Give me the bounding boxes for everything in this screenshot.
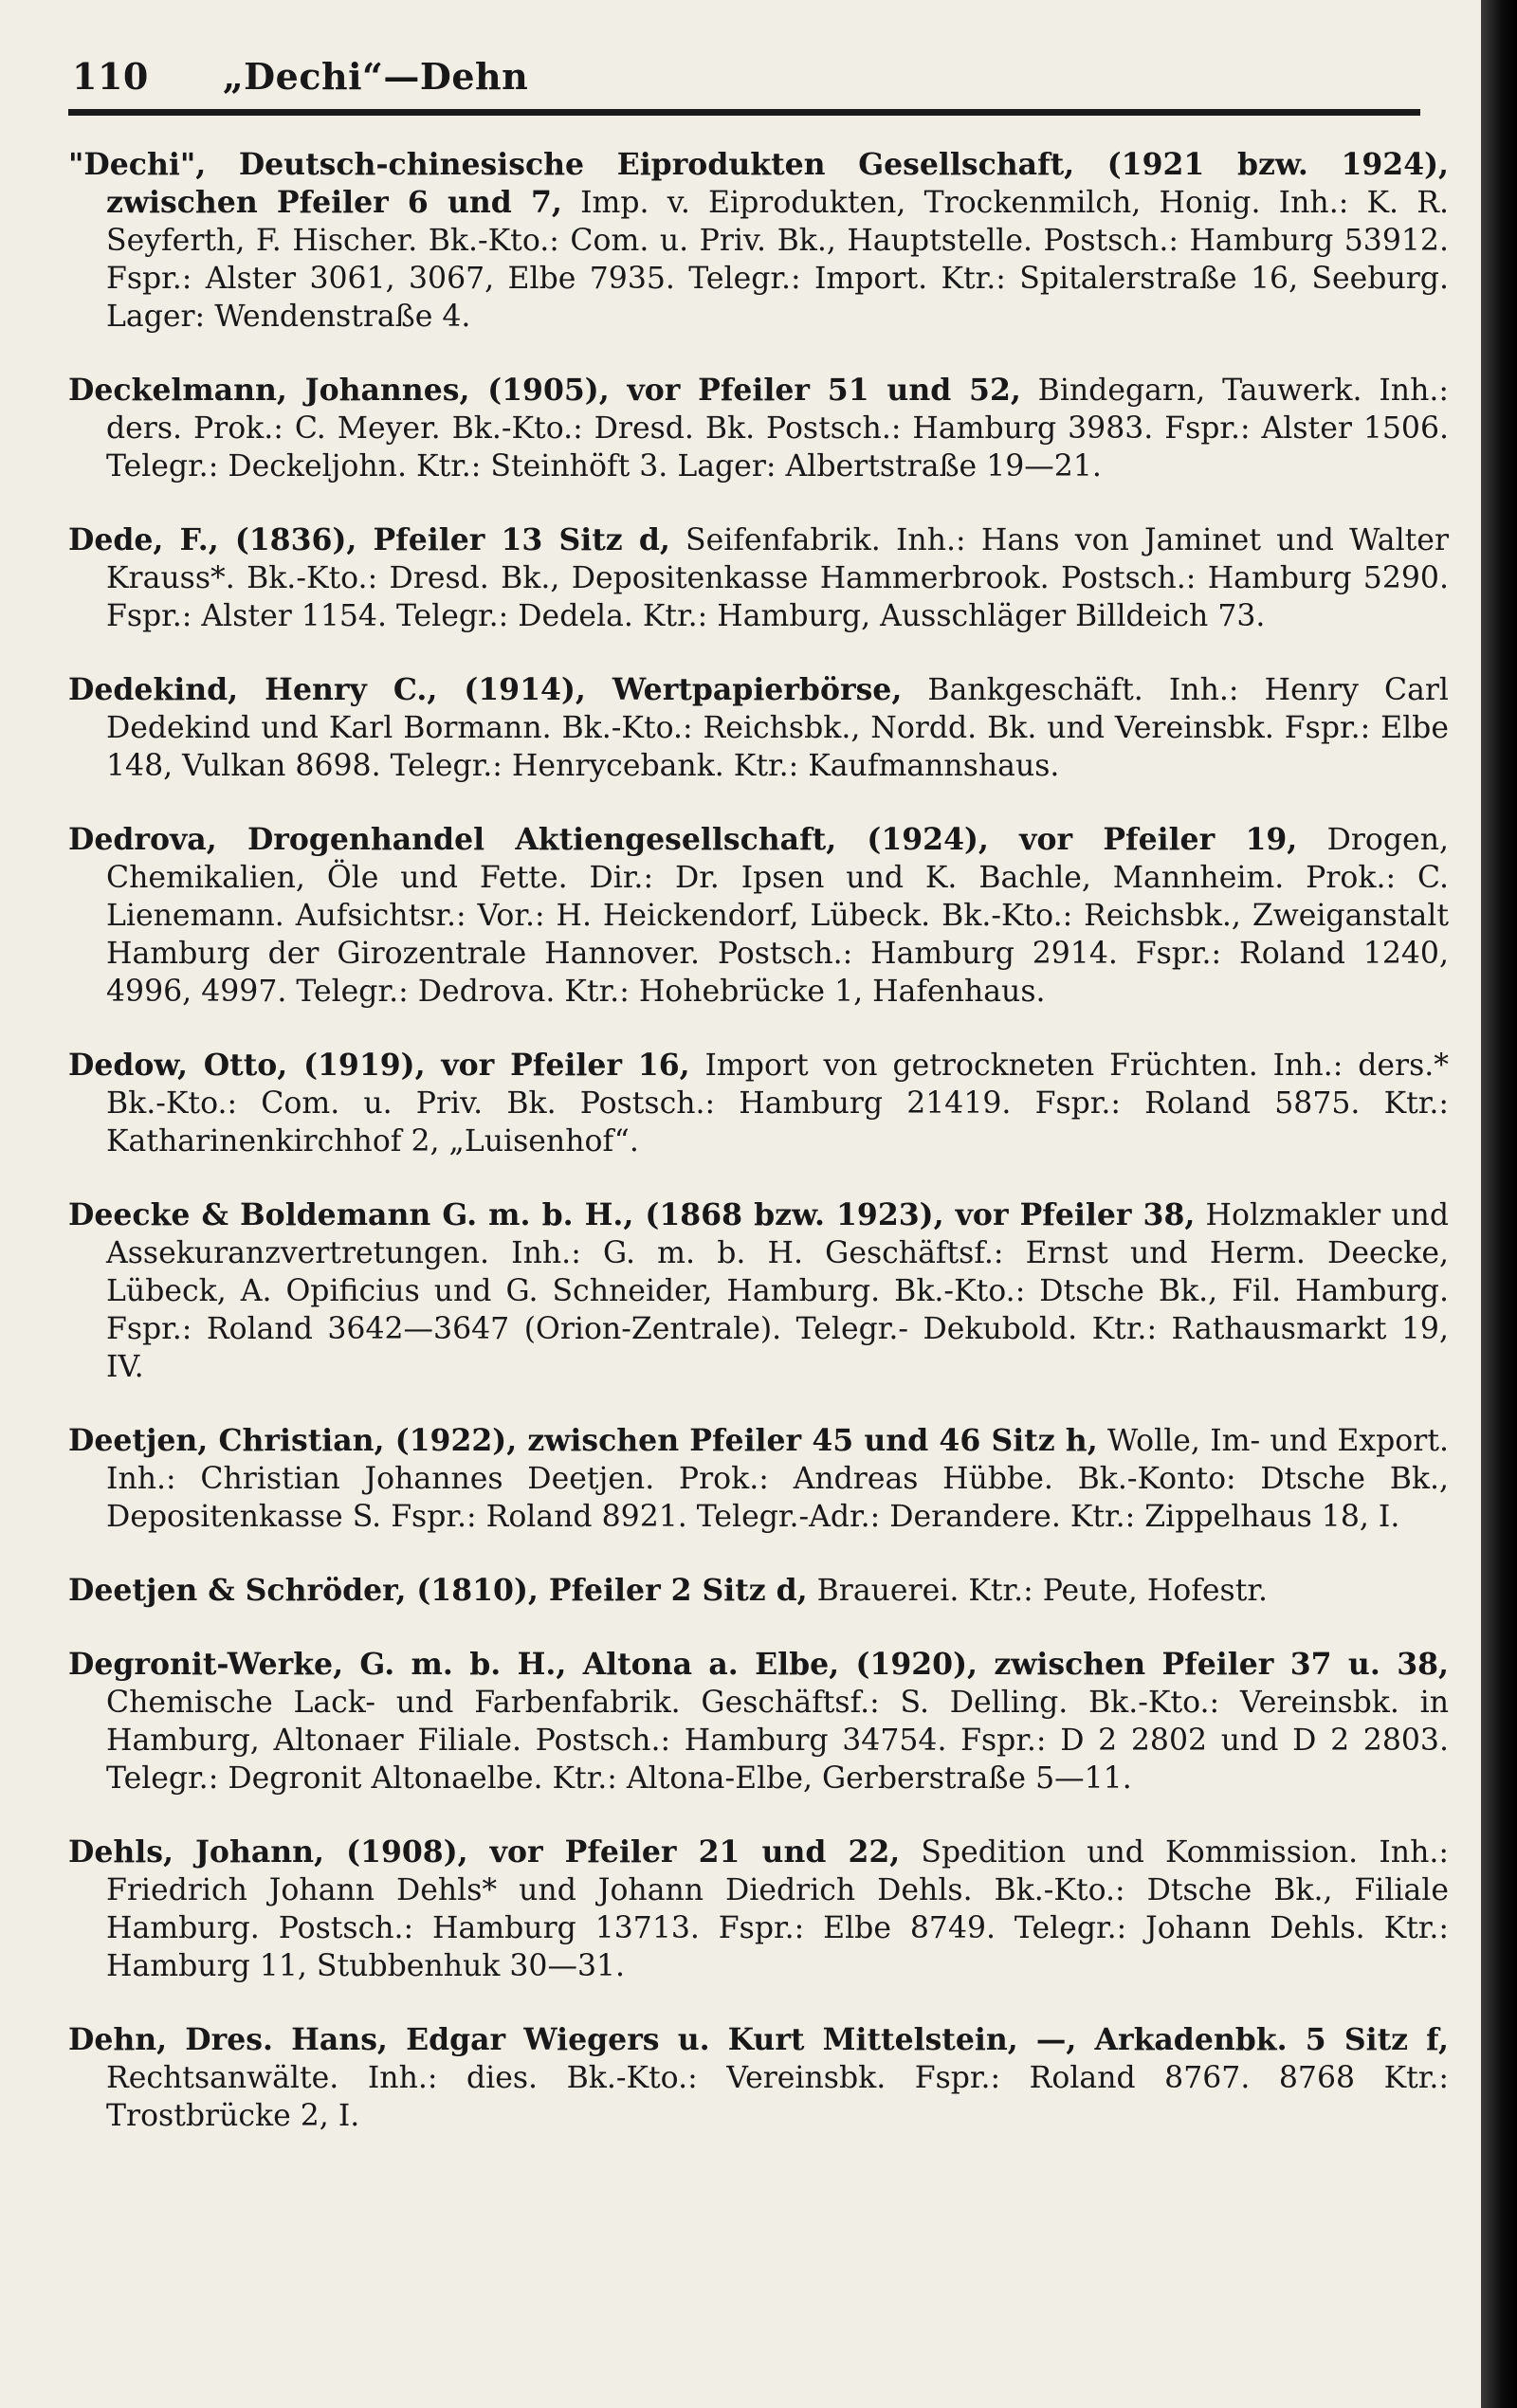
entry-list [68,146,1450,2135]
page-header [68,55,1418,98]
entry-deetjen-schroeder [68,1572,1449,1610]
entry-text: Bankgeschäft. Inh.: Henry Carl Dedekind und Karl Bormann. Bk.-Kto.: Reichsbk., Nordd. Bk. und Vereinsbk. Fspr.: Elbe 148, Vulkan 8698. Telegr.: Henrycebank. Ktr.: Kaufmannshaus. [106,672,1449,783]
entry-dedekind [68,671,1449,785]
entry-heading: "Dechi", Deutsch-chinesische Eiprodukten Gesellschaft, (1921 bzw. 1924), zwischen Pfeiler 6 und 7, [68,146,1449,220]
page-number: 110 [72,55,149,98]
running-title: „Dechi“—Dehn [222,55,529,98]
entry-heading: Deetjen, Christian, (1922), zwischen Pfeiler 45 und 46 Sitz h, [68,1422,1098,1458]
entry-heading: Degronit-Werke, G. m. b. H., Altona a. Elbe, (1920), zwischen Pfeiler 37 u. 38, [68,1646,1449,1682]
entry-heading: Deecke & Boldemann G. m. b. H., (1868 bzw. 1923), vor Pfeiler 38, [68,1196,1196,1232]
entry-dede [68,521,1449,635]
entry-text: Wolle, Im- und Export. Inh.: Christian Johannes Deetjen. Prok.: Andreas Hübbe. Bk.-Konto: Dtsche Bk., Depositenkasse S. Fspr.: Roland 8921. Telegr.-Adr.: Derandere. Ktr.: Zippelhaus 18, I. [106,1423,1449,1534]
entry-dedrova [68,821,1449,1011]
entry-dehls [68,1833,1449,1985]
entry-text: Seifenfabrik. Inh.: Hans von Jaminet und Walter Krauss*. Bk.-Kto.: Dresd. Bk., Depositenkasse Hammerbrook. Postsch.: Hamburg 5290. Fspr.: Alster 1154. Telegr.: Dedela. Ktr.: Hamburg, Ausschläger Billdeich 73. [106,522,1449,633]
page-edge [1481,0,1517,2408]
entry-heading: Dehls, Johann, (1908), vor Pfeiler 21 und 22, [68,1833,901,1870]
entry-text: Chemische Lack- und Farbenfabrik. Geschäftsf.: S. Delling. Bk.-Kto.: Vereinsbk. in Hamburg, Altonaer Filiale. Postsch.: Hamburg 34754. Fspr.: D 2 2802 und D 2 2803. Telegr.: Degronit Altonaelbe. Ktr.: Altona-Elbe, Gerberstraße 5—11. [106,1685,1449,1796]
entry-text: Holzmakler und Assekuranzvertretungen. Inh.: G. m. b. H. Geschäftsf.: Ernst und Herm. Deecke, Lübeck, A. Opificius und G. Schneider, Hamburg. Bk.-Kto.: Dtsche Bk., Fil. Hamburg. Fspr.: Roland 3642—3647 (Orion-Zentrale). Telegr.- Dekubold. Ktr.: Rathausmarkt 19, IV. [106,1197,1449,1384]
entry-text: Import von getrockneten Früchten. Inh.: ders.* Bk.-Kto.: Com. u. Priv. Bk. Postsch.: Hamburg 21419. Fspr.: Roland 5875. Ktr.: Katharinenkirchhof 2, „Luisenhof“. [106,1048,1449,1158]
entry-dechi [68,146,1449,336]
entry-deecke-boldemann [68,1196,1449,1386]
entry-heading: Dede, F., (1836), Pfeiler 13 Sitz d, [68,521,670,557]
entry-degronit-werke [68,1646,1449,1797]
entry-heading: Deetjen & Schröder, (1810), Pfeiler 2 Sitz d, [68,1572,808,1608]
entry-text: Brauerei. Ktr.: Peute, Hofestr. [807,1573,1268,1608]
entry-text: Imp. v. Eiprodukten, Trockenmilch, Honig. Inh.: K. R. Seyferth, F. Hischer. Bk.-Kto.: Com. u. Priv. Bk., Hauptstelle. Postsch.: Hamburg 53912. Fspr.: Alster 3061, 3067, Elbe 7935. Telegr.: Import. Ktr.: Spitalerstraße 16, Seeburg. Lager: Wendenstraße 4. [106,185,1450,334]
entry-heading: Dedow, Otto, (1919), vor Pfeiler 16, [68,1047,690,1083]
header-rule [68,109,1420,116]
entry-text: Drogen, Chemikalien, Öle und Fette. Dir.: Dr. Ipsen und K. Bachle, Mannheim. Prok.: C. Lienemann. Aufsichtsr.: Vor.: H. Heickendorf, Lübeck. Bk.-Kto.: Reichsbk., Zweiganstalt Hamburg der Girozentrale Hannover. Postsch.: Hamburg 2914. Fspr.: Roland 1240, 4996, 4997. Telegr.: Dedrova. Ktr.: Hohebrücke 1, Hafenhaus. [106,822,1449,1009]
entry-text: Spedition und Kommission. Inh.: Friedrich Johann Dehls* und Johann Diedrich Dehls. Bk.-Kto.: Dtsche Bk., Filiale Hamburg. Postsch.: Hamburg 13713. Fspr.: Elbe 8749. Telegr.: Johann Dehls. Ktr.: Hamburg 11, Stubbenhuk 30—31. [106,1834,1449,1983]
entry-heading: Dedrova, Drogenhandel Aktiengesellschaft, (1924), vor Pfeiler 19, [68,821,1298,857]
entry-heading: Deckelmann, Johannes, (1905), vor Pfeiler 51 und 52, [68,372,1021,408]
entry-deckelmann [68,372,1449,485]
entry-text: Rechtsanwälte. Inh.: dies. Bk.-Kto.: Vereinsbk. Fspr.: Roland 8767. 8768 Ktr.: Trostbrücke 2, I. [106,2060,1449,2133]
entry-dedow [68,1047,1449,1160]
entry-heading: Dedekind, Henry C., (1914), Wertpapierbörse, [68,671,903,707]
entry-dehn [68,2021,1449,2135]
entry-deetjen-christian [68,1422,1449,1536]
entry-heading: Dehn, Dres. Hans, Edgar Wiegers u. Kurt Mittelstein, —, Arkadenbk. 5 Sitz f, [68,2021,1449,2057]
entry-text: Bindegarn, Tauwerk. Inh.: ders. Prok.: C. Meyer. Bk.-Kto.: Dresd. Bk. Postsch.: Hamburg 3983. Fspr.: Alster 1506. Telegr.: Deckeljohn. Ktr.: Steinhöft 3. Lager: Albertstraße 19—21. [106,373,1450,483]
